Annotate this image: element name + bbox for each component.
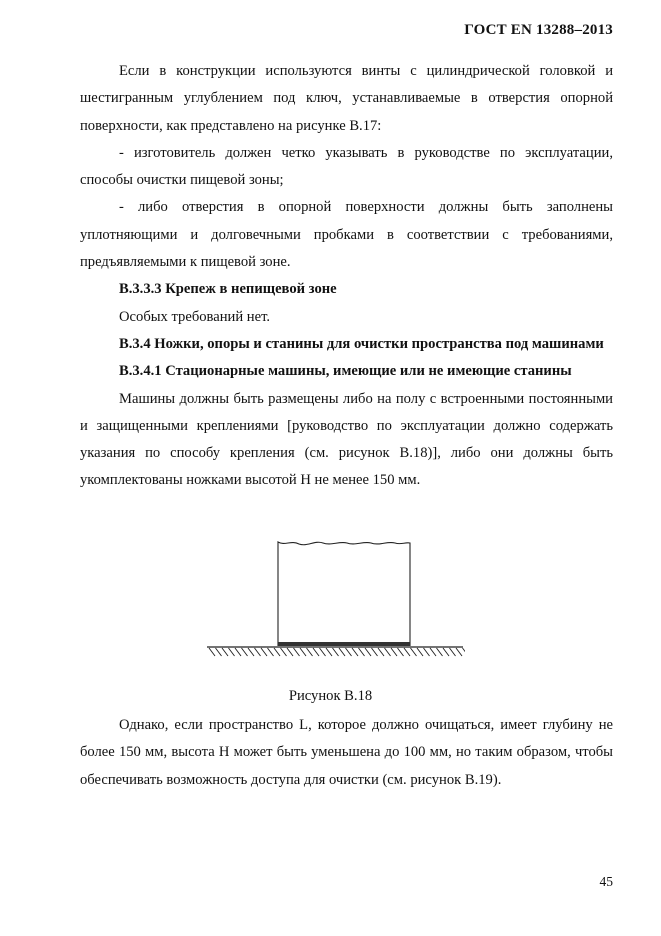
hatch-line — [326, 648, 332, 656]
section-heading: В.3.3.3 Крепеж в непищевой зоне — [119, 281, 337, 298]
machine-on-floor-figure — [205, 534, 465, 664]
hatch-line — [339, 648, 345, 656]
hatch-line — [333, 648, 339, 656]
hatch-line — [320, 648, 326, 656]
hatch-line — [365, 648, 371, 656]
hatch-line — [346, 648, 352, 656]
hatch-line — [242, 648, 248, 656]
floor-hatching — [209, 648, 465, 656]
hatch-line — [391, 648, 397, 656]
hatch-line — [359, 648, 365, 656]
hatch-line — [398, 648, 404, 656]
hatch-line — [456, 648, 462, 656]
hatch-line — [307, 648, 313, 656]
hatch-line — [281, 648, 287, 656]
page-number: 45 — [599, 874, 613, 889]
hatch-line — [261, 648, 267, 656]
hatch-line — [385, 648, 391, 656]
paragraph: Особых требований нет. — [119, 308, 271, 325]
hatch-line — [443, 648, 449, 656]
hatch-line — [229, 648, 235, 656]
paragraph: Если в конструкции используются винты с цилиндрической головкой и шестигранным углублением под ключ, устанавливаемые в отверстия опорной поверхности, как представлено на рисунке В.17: — [80, 63, 613, 134]
machine-base — [278, 642, 410, 646]
paragraph: Машины должны быть размещены либо на полу с встроенными постоянными и защищенными креплениями [руководство по эксплуатации должно содержать указания по способу крепления (см. рисунок В.18)], либо они должны быть укомплектованы ножками высотой H не менее 150 мм. — [80, 390, 613, 489]
list-item: - изготовитель должен четко указывать в руководстве по эксплуатации, способы очистки пищевой зоны; — [80, 144, 613, 189]
paragraph: Однако, если пространство L, которое должно очищаться, имеет глубину не более 150 мм, высота H может быть уменьшена до 100 мм, но таким образом, чтобы обеспечивать возможность доступа для очистки (см. рисунок В.19). — [80, 717, 613, 788]
hatch-line — [209, 648, 215, 656]
hatch-line — [411, 648, 417, 656]
list-item: - либо отверстия в опорной поверхности должны быть заполнены уплотняющими и долговечными пробками в соответствии с требованиями, предъявляемыми к пищевой зоне. — [80, 199, 613, 271]
body-text-bottom — [80, 712, 613, 794]
hatch-line — [372, 648, 378, 656]
hatch-line — [463, 648, 466, 656]
hatch-line — [268, 648, 274, 656]
hatch-line — [235, 648, 241, 656]
hatch-line — [274, 648, 280, 656]
body-text-top — [80, 58, 613, 495]
hatch-line — [248, 648, 254, 656]
hatch-line — [294, 648, 300, 656]
hatch-line — [352, 648, 358, 656]
hatch-line — [300, 648, 306, 656]
hatch-line — [417, 648, 423, 656]
hatch-line — [404, 648, 410, 656]
hatch-line — [424, 648, 430, 656]
hatch-line — [450, 648, 456, 656]
hatch-line — [222, 648, 228, 656]
figure-caption: Рисунок В.18 — [288, 688, 373, 704]
machine-body-outline — [278, 542, 410, 646]
standard-code-header: ГОСТ EN 13288–2013 — [464, 22, 613, 38]
hatch-line — [430, 648, 436, 656]
hatch-line — [378, 648, 384, 656]
hatch-line — [437, 648, 443, 656]
hatch-line — [287, 648, 293, 656]
section-heading: В.3.4.1 Стационарные машины, имеющие или не имеющие станины — [119, 363, 572, 380]
hatch-line — [216, 648, 222, 656]
hatch-line — [313, 648, 319, 656]
hatch-line — [255, 648, 261, 656]
section-heading: В.3.4 Ножки, опоры и станины для очистки пространства под машинами — [119, 335, 604, 352]
